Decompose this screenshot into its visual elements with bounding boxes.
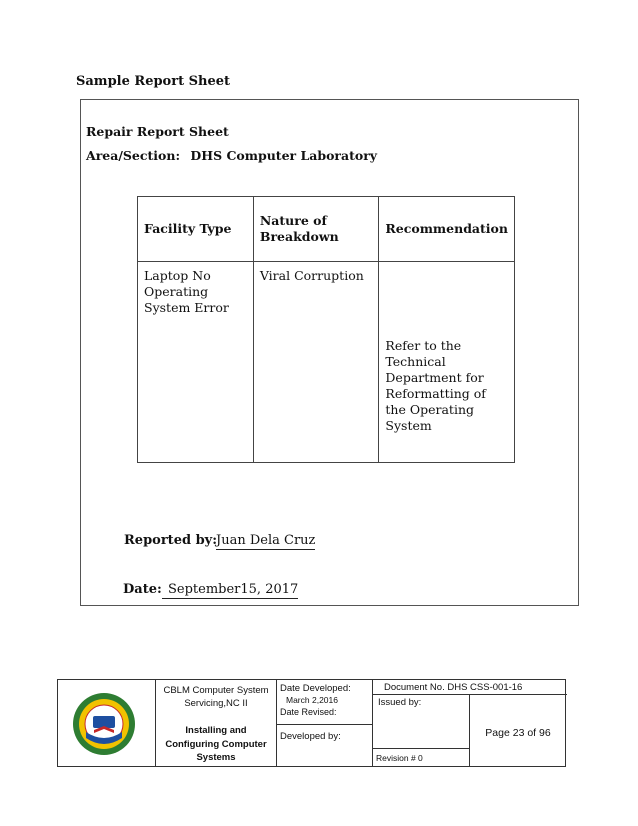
area-value: DHS Computer Laboratory (190, 148, 378, 163)
page-number: Page 23 of 96 (485, 727, 551, 739)
revision-number: Revision # 0 (376, 753, 423, 763)
date-value: September15, 2017 (162, 582, 298, 599)
table-header-row (138, 197, 515, 262)
section-heading: Sample Report Sheet (76, 74, 230, 89)
module-line-3: Systems (196, 752, 236, 763)
school-seal-logo (72, 692, 136, 756)
table-row (138, 262, 515, 463)
module-line-1: Installing and (185, 725, 247, 736)
cell-recommendation: Refer to the Technical Department for Reformatting of the Operating System (385, 338, 486, 433)
header-facility-type: Facility Type (138, 197, 254, 262)
date-label: Date: (123, 582, 162, 597)
date-developed-value: March 2,2016 (286, 695, 338, 705)
date-developed-label: Date Developed: (280, 683, 351, 694)
area-section-line (86, 148, 377, 163)
cell-facility-type: Laptop No Operating System Error (138, 262, 254, 463)
report-title: Repair Report Sheet (86, 124, 229, 139)
course-line-1: CBLM Computer System (163, 685, 269, 696)
issued-by-label: Issued by: (378, 697, 422, 708)
document-number: Document No. DHS CSS-001-16 (384, 682, 523, 693)
reported-by-label: Reported by: (124, 533, 218, 548)
date-revised-label: Date Revised: (280, 707, 337, 717)
header-recommendation: Recommendation (379, 197, 515, 262)
reported-by-value: Juan Dela Cruz (216, 533, 316, 548)
repair-table (137, 196, 515, 463)
module-line-2: Configuring Computer (165, 738, 267, 750)
cell-recommendation-wrap (379, 262, 515, 463)
header-nature-of-breakdown: Nature of Breakdown (253, 197, 379, 262)
cell-nature: Viral Corruption (253, 262, 379, 463)
document-footer (57, 679, 566, 767)
developed-by-label: Developed by: (280, 731, 341, 742)
area-label: Area/Section: (86, 148, 181, 163)
course-line-2: Servicing,NC II (184, 698, 248, 709)
